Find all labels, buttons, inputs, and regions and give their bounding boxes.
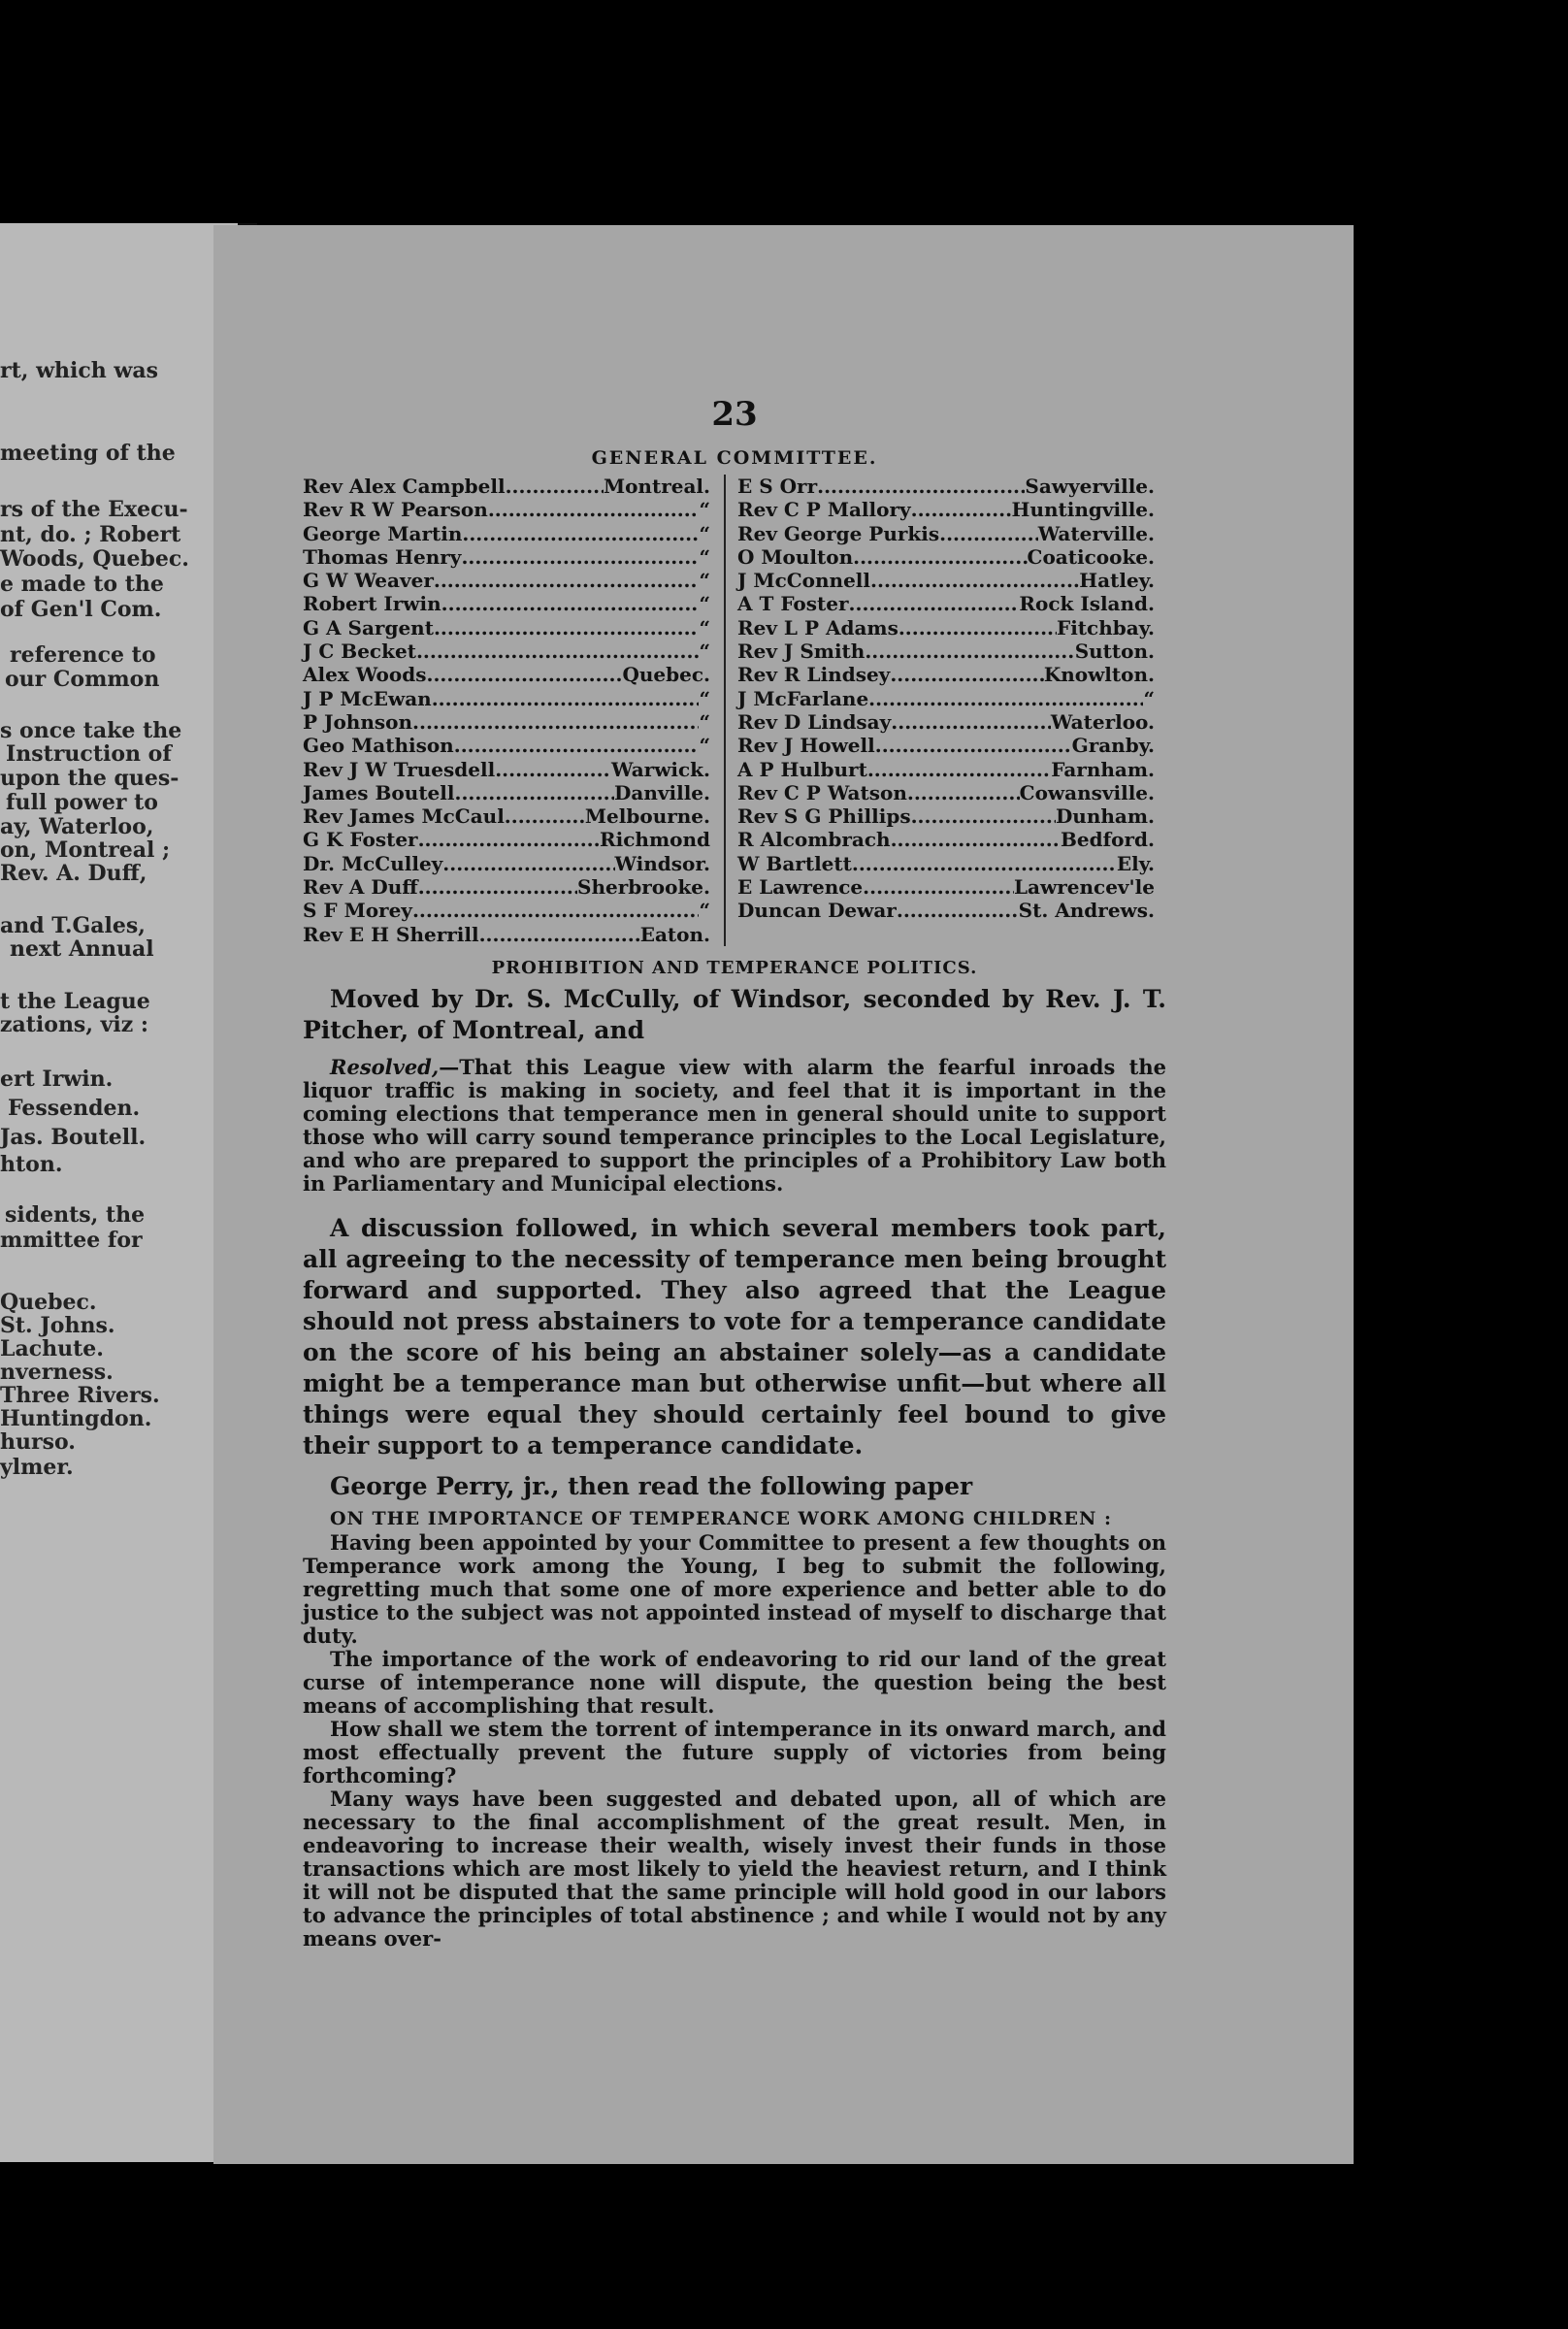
committee-entry [303, 781, 710, 804]
member-name: R Alcombrach [737, 828, 891, 852]
member-name: Rev J Smith [737, 640, 866, 664]
facing-page-line: St. Johns. [0, 1313, 115, 1338]
member-name: P Johnson [303, 709, 413, 734]
dot-leader [939, 522, 1038, 545]
committee-entry [303, 545, 710, 569]
member-name: G W Weaver [303, 569, 434, 593]
committee-column-left [303, 475, 710, 946]
dot-leader [416, 640, 700, 663]
committee-entry [737, 899, 1155, 922]
facing-page-line: Fessenden. [8, 1096, 141, 1121]
member-place: Waterloo. [1050, 709, 1155, 734]
committee-entry [737, 545, 1155, 569]
member-name: A P Hulburt [737, 757, 867, 781]
member-place: Bedford. [1060, 828, 1155, 852]
member-name: J C Becket [303, 640, 416, 664]
dot-leader [875, 734, 1072, 757]
dot-leader [867, 758, 1051, 781]
member-name: E Lawrence [737, 875, 864, 900]
committee-entry [303, 592, 710, 615]
committee-entry [303, 569, 710, 592]
dot-leader [870, 569, 1079, 592]
dot-leader [897, 899, 1019, 922]
facing-page-line: Huntingdon. [0, 1406, 152, 1431]
prohibition-heading: PROHIBITION AND TEMPERANCE POLITICS. [491, 957, 978, 978]
member-name: Alex Woods [303, 663, 427, 687]
committee-entry [303, 498, 710, 521]
facing-page-fragment [0, 223, 238, 2162]
facing-page-line: ert Irwin. [0, 1066, 114, 1092]
committee-entry [303, 616, 710, 640]
member-place: “ [699, 899, 710, 923]
dot-leader [817, 475, 1025, 498]
member-name: Robert Irwin [303, 592, 441, 616]
member-place: Sawyerville. [1025, 475, 1155, 498]
member-name: S F Morey [303, 899, 412, 923]
facing-page-line: Rev. A. Duff, [0, 861, 147, 886]
committee-entry [737, 592, 1155, 615]
dot-leader [865, 640, 1074, 663]
paper-body [303, 1531, 1166, 1951]
member-name: Rev R Lindsey [737, 663, 891, 687]
member-name: Rev E H Sherrill [303, 922, 479, 946]
facing-page-line: and T.Gales, [0, 913, 146, 938]
member-name: George Martin [303, 521, 463, 545]
committee-entry [737, 804, 1155, 828]
member-name: Thomas Henry [303, 544, 462, 569]
facing-page-line: reference to [10, 642, 156, 668]
member-place: Fitchbay. [1057, 615, 1155, 640]
member-name: J McFarlane [737, 686, 869, 710]
member-place: Windsor. [614, 851, 710, 875]
member-place: Knowlton. [1043, 663, 1155, 687]
committee-entry [737, 710, 1155, 734]
dot-leader [907, 781, 1020, 804]
facing-page-line: upon the ques- [0, 766, 180, 791]
member-place: Quebec. [622, 663, 710, 687]
committee-entry [303, 687, 710, 710]
committee-column-right [724, 475, 1155, 946]
resolved-label: Resolved, [330, 1054, 440, 1079]
facing-page-line: ylmer. [0, 1455, 74, 1480]
facing-page-line: nt, do. ; Robert [0, 522, 181, 547]
member-name: James Boutell [303, 780, 455, 804]
committee-entry [737, 687, 1155, 710]
committee-entry [303, 475, 710, 498]
facing-page-line: Jas. Boutell. [0, 1125, 147, 1150]
dot-leader [479, 923, 640, 946]
resolved-text: —That this League view with alarm the fearful inroads the liquor traffic is making in society, and feel that it is important in the coming elections that temperance men in general should unite to support those who will carry sound temperance principles to the Local Legislature, and who are prepared to support the principles of a Prohibitory Law both in Parliamentary and Municipal elections. [303, 1054, 1166, 1196]
member-place: “ [699, 615, 710, 640]
dot-leader [418, 828, 600, 851]
resolved-paragraph [303, 1056, 1166, 1196]
member-place: Cowansville. [1019, 780, 1155, 804]
member-place: Rock Island. [1019, 592, 1155, 616]
dot-leader [462, 522, 699, 545]
facing-page-line: rt, which was [0, 358, 158, 383]
moved-paragraph: Moved by Dr. S. McCully, of Windsor, seconded by Rev. J. T. Pitcher, of Montreal, and [303, 984, 1166, 1044]
member-name: A T Foster [737, 592, 849, 616]
dot-leader [891, 710, 1051, 734]
member-name: Rev S G Phillips [737, 804, 911, 829]
member-place: Warwick. [610, 757, 710, 781]
member-place: Sherbrooke. [577, 875, 710, 900]
paper-paragraph: Having been appointed by your Committee to present a few thoughts on Temperance work among the Young, I beg to submit the following, regretting much that some one of more experience and better able to do justice to the subject was not appointed instead of myself to discharge that duty. [303, 1529, 1166, 1648]
committee-entry [303, 640, 710, 663]
facing-page-line: Instruction of [6, 741, 172, 767]
member-name: G A Sargent [303, 615, 434, 640]
member-name: Rev D Lindsay [737, 709, 892, 734]
member-place: “ [1143, 686, 1155, 710]
committee-entry [737, 828, 1155, 851]
dot-leader [454, 781, 614, 804]
facing-page-line: Woods, Quebec. [0, 546, 189, 572]
facing-page-line: nverness. [0, 1360, 114, 1385]
dot-leader [434, 616, 700, 640]
facing-page-line: rs of the Execu- [0, 497, 188, 522]
committee-entry [303, 828, 710, 851]
member-place: “ [699, 734, 710, 758]
dot-leader [434, 569, 700, 592]
dot-leader [853, 545, 1027, 569]
facing-page-line: Lachute. [0, 1336, 104, 1361]
committee-list [303, 475, 1166, 946]
page-number: 23 [711, 395, 758, 434]
member-place: “ [699, 592, 710, 616]
committee-entry [303, 710, 710, 734]
member-name: E S Orr [737, 475, 818, 498]
dot-leader [891, 828, 1061, 851]
member-place: “ [699, 640, 710, 664]
facing-page-line: meeting of the [0, 441, 176, 466]
facing-page-line: zations, viz : [0, 1012, 149, 1037]
member-name: Rev C P Mallory [737, 498, 911, 522]
member-place: Huntingville. [1011, 498, 1155, 522]
dot-leader [488, 498, 700, 521]
member-name: J P McEwan [303, 686, 432, 710]
facing-page-line: full power to [6, 790, 158, 815]
dot-leader [418, 875, 577, 899]
committee-entry [737, 852, 1155, 875]
member-place: Danville. [614, 780, 710, 804]
member-name: Dr. McCulley [303, 851, 443, 875]
dot-leader [454, 734, 700, 757]
dot-leader [412, 899, 700, 922]
page [213, 225, 1354, 2164]
member-place: St. Andrews. [1018, 899, 1155, 923]
member-place: “ [699, 498, 710, 522]
member-name: Rev A Duff [303, 875, 418, 900]
dot-leader [849, 592, 1020, 615]
paper-paragraph: How shall we stem the torrent of intemperance in its onward march, and most effectually prevent the future supply of victories from being forthcoming? [303, 1716, 1166, 1788]
member-name: Rev J W Truesdell [303, 757, 496, 781]
committee-entry [737, 875, 1155, 899]
facing-page-line: t the League [0, 989, 150, 1014]
committee-entry [737, 758, 1155, 781]
paper-paragraph: The importance of the work of endeavoring to rid our land of the great curse of intemperance none will dispute, the question being the best means of accomplishing that result. [303, 1646, 1166, 1718]
facing-page-line: Three Rivers. [0, 1383, 160, 1408]
member-place: “ [699, 686, 710, 710]
dot-leader [505, 804, 585, 828]
committee-entry [303, 804, 710, 828]
dot-leader [898, 616, 1057, 640]
dot-leader [461, 545, 699, 569]
member-place: Eaton. [639, 922, 710, 946]
member-place: Coaticooke. [1027, 544, 1155, 569]
member-place: Waterville. [1037, 521, 1155, 545]
facing-page-line: sidents, the [5, 1202, 146, 1228]
member-name: Rev George Purkis [737, 521, 940, 545]
member-place: Dunham. [1055, 804, 1155, 829]
committee-entry [303, 522, 710, 545]
facing-page-line: mmittee for [0, 1228, 143, 1253]
member-name: J McConnell [737, 569, 871, 593]
member-place: Granby. [1071, 734, 1155, 758]
committee-entry [303, 923, 710, 946]
member-place: “ [699, 569, 710, 593]
committee-entry [303, 899, 710, 922]
facing-page-line: our Common [5, 667, 160, 692]
committee-entry [303, 758, 710, 781]
committee-entry [737, 569, 1155, 592]
dot-leader [890, 663, 1044, 686]
committee-entry [303, 663, 710, 686]
member-place: Richmond [600, 828, 710, 852]
dot-leader [506, 475, 604, 498]
facing-page-line: e made to the [0, 572, 164, 597]
committee-entry [737, 734, 1155, 757]
facing-page-line: s once take the [0, 718, 182, 743]
dot-leader [852, 852, 1117, 875]
member-name: Rev R W Pearson [303, 498, 488, 522]
discussion-paragraph: A discussion followed, in which several members took part, all agreeing to the necessity of temperance men being brought forward and supported. They also agreed that the League should not press abstainers to vote for a temperance candidate on the score of his being an abstainer solely—as a candidate might be a temperance man but otherwise unfit—but where all things were equal they should certainly feel bound to give their support to a temperance candidate. [303, 1213, 1166, 1460]
dot-leader [868, 687, 1143, 710]
member-name: G K Foster [303, 828, 418, 852]
facing-page-line: next Annual [10, 936, 154, 962]
member-place: “ [699, 544, 710, 569]
member-place: “ [699, 709, 710, 734]
member-place: Montreal. [603, 475, 710, 498]
dot-leader [432, 687, 700, 710]
member-place: Farnham. [1051, 757, 1155, 781]
committee-heading: GENERAL COMMITTEE. [591, 447, 878, 469]
facing-page-line: hurso. [0, 1429, 76, 1455]
dot-leader [911, 498, 1012, 521]
dot-leader [495, 758, 611, 781]
dot-leader [863, 875, 1014, 899]
member-name: Rev C P Watson [737, 780, 907, 804]
member-name: Rev Alex Campbell [303, 475, 506, 498]
committee-entry [303, 734, 710, 757]
dot-leader [441, 592, 700, 615]
perry-line: George Perry, jr., then read the following paper [330, 1471, 973, 1500]
facing-page-line: of Gen'l Com. [0, 597, 162, 622]
committee-entry [737, 781, 1155, 804]
committee-entry [303, 875, 710, 899]
committee-entry [737, 475, 1155, 498]
member-name: Rev J Howell [737, 734, 875, 758]
member-place: Hatley. [1079, 569, 1155, 593]
facing-page-line: Quebec. [0, 1290, 97, 1315]
member-name: W Bartlett [737, 851, 852, 875]
committee-entry [737, 522, 1155, 545]
dot-leader [426, 663, 622, 686]
dot-leader [442, 852, 614, 875]
committee-entry [737, 616, 1155, 640]
dot-leader [911, 804, 1056, 828]
committee-entry [737, 498, 1155, 521]
paper-paragraph: Many ways have been suggested and debated upon, all of which are necessary to the final accomplishment of the great result. Men, in endeavoring to increase their wealth, wisely invest their funds in those transactions which are most likely to yield the heaviest return, and I think it will not be disputed that the same principle will hold good in our labors to advance the principles of total abstinence ; and while I would not by any means over- [303, 1786, 1166, 1951]
member-name: O Moulton [737, 544, 854, 569]
children-heading: ON THE IMPORTANCE OF TEMPERANCE WORK AMONG CHILDREN : [330, 1507, 1112, 1529]
facing-page-line: hton. [0, 1152, 63, 1177]
committee-entry [303, 852, 710, 875]
member-place: Ely. [1116, 851, 1155, 875]
facing-page-line: on, Montreal ; [0, 837, 171, 863]
member-name: Rev L P Adams [737, 615, 898, 640]
member-name: Duncan Dewar [737, 899, 897, 923]
committee-entry [737, 663, 1155, 686]
member-name: Geo Mathison [303, 734, 454, 758]
committee-entry [737, 640, 1155, 663]
member-place: Lawrencev'le [1013, 875, 1155, 900]
member-place: Melbourne. [584, 804, 710, 829]
dot-leader [412, 710, 699, 734]
facing-page-line: ay, Waterloo, [0, 814, 154, 839]
member-place: Sutton. [1074, 640, 1155, 664]
member-name: Rev James McCaul [303, 804, 505, 829]
member-place: “ [699, 521, 710, 545]
